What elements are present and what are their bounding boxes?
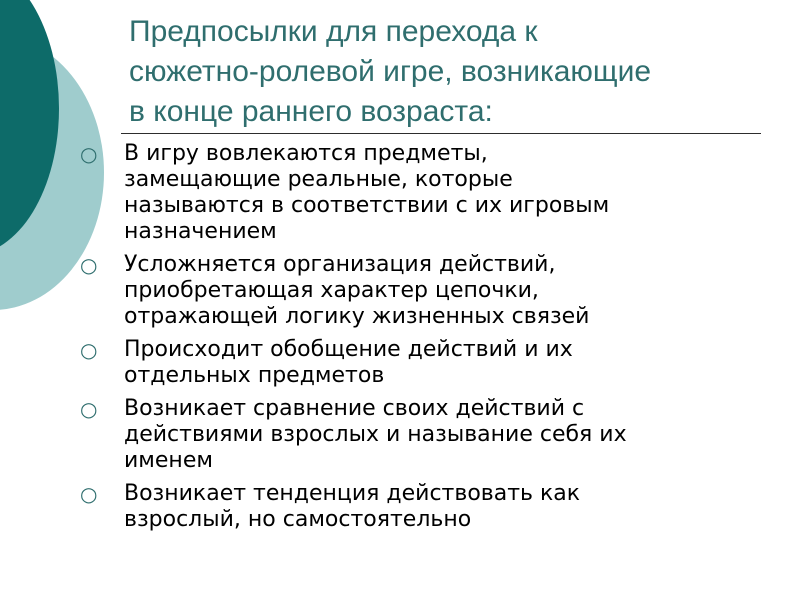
- hollow-circle-bullet-icon: ○: [80, 482, 98, 506]
- bullet-text-line: отдельных предметов: [124, 363, 385, 388]
- bullet-text-line: назначением: [124, 219, 277, 244]
- bullet-list: [80, 141, 770, 540]
- slide-title-line: Предпосылки для перехода к: [129, 15, 538, 48]
- bullet-item: [80, 141, 770, 245]
- bullet-text: [124, 337, 770, 389]
- bullet-item: [80, 396, 770, 474]
- slide-title-line: сюжетно-ролевой игре, возникающие: [129, 55, 652, 88]
- bullet-text-line: Происходит обобщение действий и их: [124, 337, 573, 362]
- bullet-text-line: Возникает сравнение своих действий с: [124, 396, 585, 421]
- hollow-circle-bullet-icon: ○: [80, 338, 98, 362]
- bullet-text-line: Усложняется организация действий,: [124, 252, 556, 277]
- bullet-text: [124, 141, 770, 245]
- hollow-circle-bullet-icon: ○: [80, 253, 98, 277]
- bullet-text: [124, 252, 770, 330]
- bullet-item: [80, 252, 770, 330]
- bullet-text-line: именем: [124, 448, 213, 473]
- bullet-text-line: приобретающая характер цепочки,: [124, 278, 539, 303]
- bullet-text-line: замещающие реальные, которые: [124, 167, 513, 192]
- hollow-circle-bullet-icon: ○: [80, 142, 98, 166]
- bullet-text: [124, 481, 770, 533]
- hollow-circle-bullet-icon: ○: [80, 397, 98, 421]
- bullet-item: [80, 481, 770, 533]
- bullet-text-line: отражающей логику жизненных связей: [124, 304, 590, 329]
- bullet-text-line: Возникает тенденция действовать как: [124, 481, 581, 506]
- bullet-text: [124, 396, 770, 474]
- title-divider: [121, 133, 761, 134]
- bullet-text-line: называются в соответствии с их игровым: [124, 193, 610, 218]
- slide-title: [129, 12, 769, 132]
- bullet-item: [80, 337, 770, 389]
- bullet-text-line: действиями взрослых и называние себя их: [124, 422, 627, 447]
- slide-title-line: в конце раннего возраста:: [129, 95, 493, 128]
- bullet-text-line: взрослый, но самостоятельно: [124, 507, 472, 532]
- bullet-text-line: В игру вовлекаются предметы,: [124, 141, 488, 166]
